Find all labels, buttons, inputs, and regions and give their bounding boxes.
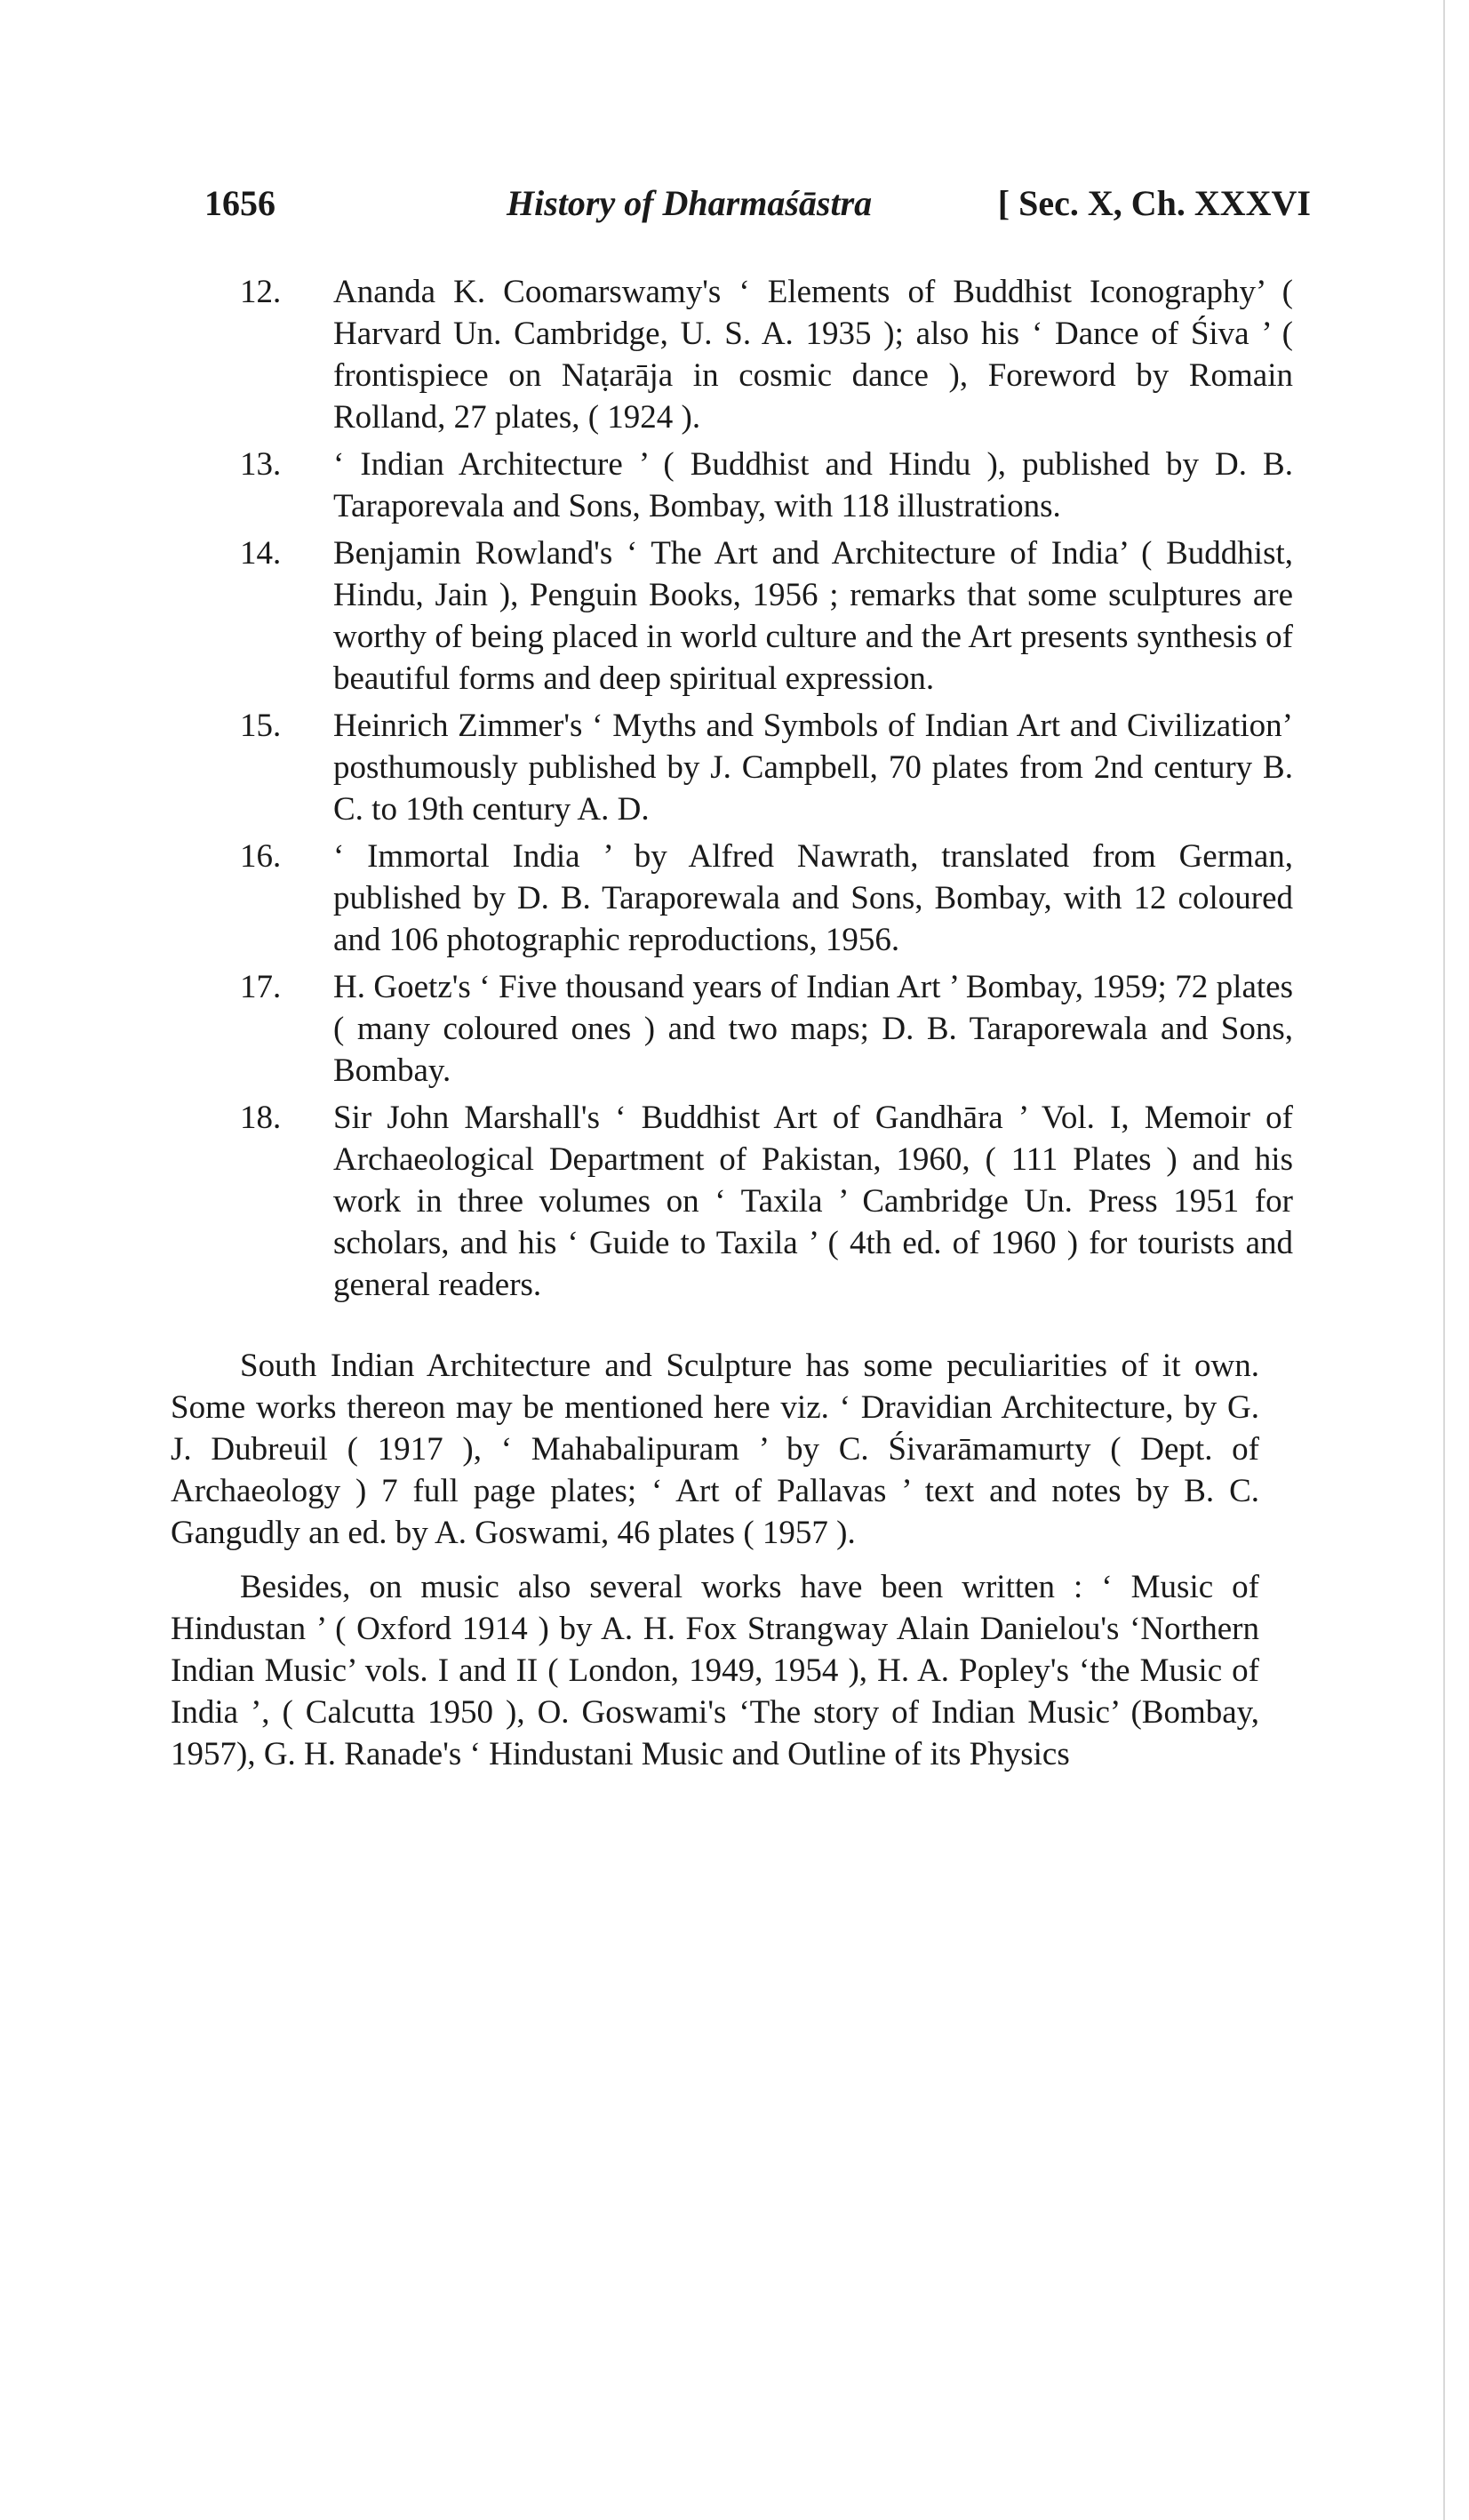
paragraph: Besides, on music also several works have been written : ‘ Music of Hindustan ’ ( Oxford 1914 ) by A. H. Fox Strangway Alain Danielou's ‘Northern Indian Music’ vols. I and II ( London, 1949, 1954 ), H. A. Popley's ‘the Music of India ’, ( Calcutta 1950 ), O. Goswami's ‘The story of Indian Music’ (Bombay, 1957), G. H. Ranade's ‘ Hindustani Music and Outline of its Physics (171, 1569, 1259, 1772)
reference-list (240, 271, 1293, 1311)
reference-number: 12. (240, 274, 282, 310)
reference-number: 13. (240, 446, 282, 483)
reference-number: 18. (240, 1100, 282, 1136)
running-title: History of Dharmaśāstra (507, 183, 873, 223)
reference-item (240, 1097, 1293, 1306)
page-number: 1656 (204, 183, 275, 223)
reference-text: Sir John Marshall's ‘ Buddhist Art of Gandhāra ’ Vol. I, Memoir of Archaeological Department of Pakistan, 1960, ( 111 Plates ) and his work in three volumes on ‘ Taxila ’ Cambridge Un. Press 1951 for scholars, and his ‘ Guide to Taxila ’ ( 4th ed. of 1960 ) for tourists and general readers. (333, 1100, 1293, 1303)
reference-text: Benjamin Rowland's ‘ The Art and Architecture of India’ ( Buddhist, Hindu, Jain ), Penguin Books, 1956 ; remarks that some sculptures are worthy of being placed in world culture and the Art presents synthesis of beautiful forms and deep spiritual expression. (333, 535, 1293, 697)
page-edge-line (1443, 0, 1445, 2520)
reference-text: Heinrich Zimmer's ‘ Myths and Symbols of Indian Art and Civilization’ posthumously published by J. Campbell, 70 plates from 2nd century B. C. to 19th century A. D. (333, 708, 1293, 828)
reference-item (240, 966, 1293, 1092)
reference-text: ‘ Immortal India ’ by Alfred Nawrath, translated from German, published by D. B. Taraporewala and Sons, Bombay, with 12 coloured and 106 photographic reproductions, 1956. (333, 838, 1293, 958)
reference-text: ‘ Indian Architecture ’ ( Buddhist and Hindu ), published by D. B. Taraporevala and Sons, Bombay, with 118 illustrations. (333, 446, 1293, 524)
reference-item (240, 836, 1293, 961)
reference-number: 17. (240, 969, 282, 1005)
paragraph: South Indian Architecture and Sculpture has some peculiarities of it own. Some works thereon may be mentioned here viz. ‘ Dravidian Architecture, by G. J. Dubreuil ( 1917 ), ‘ Mahabalipuram ’ by C. Śivarāmamurty ( Dept. of Archaeology ) 7 full page plates; ‘ Art of Pallavas ’ text and notes by B. C. Gangudly an ed. by A. Goswami, 46 plates ( 1957 ). (171, 1348, 1259, 1551)
reference-item (240, 532, 1293, 700)
reference-number: 14. (240, 535, 282, 572)
reference-text: Ananda K. Coomarswamy's ‘ Elements of Buddhist Iconography’ ( Harvard Un. Cambridge, U. S. A. 1935 ); also his ‘ Dance of Śiva ’ ( frontispiece on Naṭarāja in cosmic dance ), Foreword by Romain Rolland, 27 plates, ( 1924 ). (333, 274, 1293, 436)
reference-item (240, 444, 1293, 527)
reference-number: 15. (240, 708, 282, 744)
reference-item (240, 271, 1293, 438)
reference-text: H. Goetz's ‘ Five thousand years of Indian Art ’ Bombay, 1959; 72 plates ( many coloured ones ) and two maps; D. B. Taraporewala and Sons, Bombay. (333, 969, 1293, 1089)
body-text (171, 1345, 1259, 1788)
reference-item (240, 705, 1293, 830)
reference-number: 16. (240, 838, 282, 875)
page-header (204, 182, 1311, 244)
section-reference: [ Sec. X, Ch. XXXVI (997, 183, 1311, 223)
